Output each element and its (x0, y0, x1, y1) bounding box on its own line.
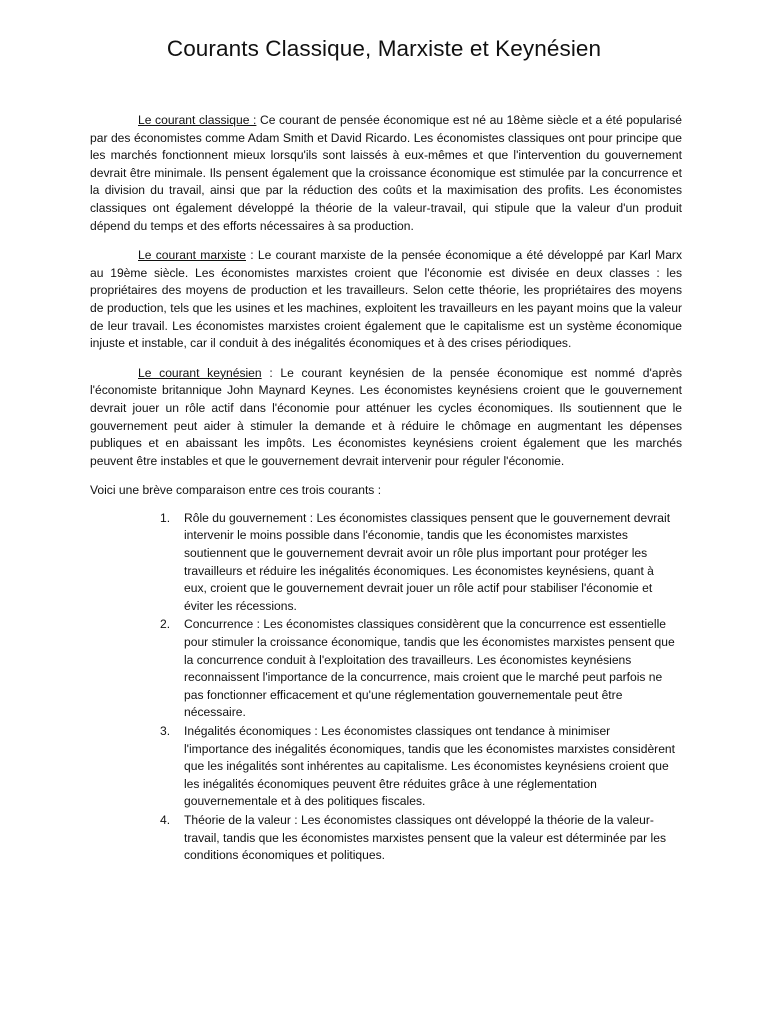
list-item-text: Concurrence : Les économistes classiques considèrent que la concurrence est essentielle pour stimuler la croissance économique, tandis que les économistes marxistes pensent que la concurrence conduit à l'exploitation des travailleurs. Les économistes keynésiens reconnaissent l'importance de la concurrence, mais croient que le marché peut parfois ne pas fonctionner efficacement et qu'une réglementation gouvernementale peut être nécessaire. (184, 617, 675, 720)
list-item (90, 616, 682, 722)
paragraph-keynesien (90, 365, 682, 471)
list-number: 1. (160, 510, 171, 525)
paragraph-lead: Le courant marxiste (138, 248, 246, 263)
list-number: 3. (160, 724, 171, 738)
page-title: Courants Classique, Marxiste et Keynésien (166, 36, 602, 61)
list-item-text: Inégalités économiques : Les économistes classiques ont tendance à minimiser l'importance des inégalités économiques, tandis que les économistes marxistes considèrent que les inégalités sont inhérentes au capitalisme. Les économistes keynésiens croient que les inégalités économiques peuvent être réduites grâce à une réglementation gouvernementale et à des politiques fiscales. (184, 724, 676, 809)
comparison-list (90, 510, 682, 865)
list-item-text: Rôle du gouvernement : Les économistes classiques pensent que le gouvernement devrait intervenir le moins possible dans l'économie, tandis que les économistes marxistes soutiennent que le gouvernement devrait avoir un rôle plus important pour protéger les travailleurs et réduire les inégalités économiques. Les économistes keynésiens, quant à eux, croient que le gouvernement devrait jouer un rôle actif pour stabiliser l'économie et éviter les récessions. (184, 510, 671, 613)
paragraph-marxiste (90, 247, 682, 353)
list-item-text: Théorie de la valeur : Les économistes classiques ont développé la théorie de la valeur-travail, tandis que les économistes marxistes pensent que la valeur est déterminée par les conditions économiques et politiques. (184, 812, 666, 863)
paragraph-classique (90, 112, 682, 235)
paragraph-text: : Le courant keynésien de la pensée économique est nommé d'après l'économiste britannique John Maynard Keynes. Les économistes keynésiens croient que le gouvernement devrait jouer un rôle actif dans l'économie pour atténuer les cycles économiques. Ils soutiennent que le gouvernement peut aider à stimuler la demande et à réduire le chômage en augmentant les dépenses publiques et en abaissant les impôts. Les économistes keynésiens croient également que les marchés peuvent être instables et que le gouvernement devrait intervenir pour réguler l'économie. (90, 365, 683, 468)
list-item (90, 510, 682, 616)
paragraph-text: : Le courant marxiste de la pensée économique a été développé par Karl Marx au 19ème siècle. Les économistes marxistes croient que l'économie est divisée en deux classes : les propriétaires des moyens de production et les travailleurs. Selon cette théorie, les propriétaires des moyens de production, tels que les usines et les machines, exploitent les travailleurs en les payant moins que la valeur de leur travail. Les économistes marxistes croient également que le capitalisme est un système économique injuste et instable, car il conduit à des inégalités économiques et à des crises périodiques. (90, 248, 682, 351)
document-body (90, 112, 682, 866)
paragraph-lead: Le courant keynésien (138, 365, 262, 380)
paragraph-lead: Le courant classique : (138, 113, 257, 127)
list-item (90, 723, 682, 811)
paragraph-text: Ce courant de pensée économique est né au 18ème siècle et a été popularisé par des économistes comme Adam Smith et David Ricardo. Les économistes classiques ont pour principe que les marchés fonctionnent mieux lorsqu'ils sont laissés à eux-mêmes et que l'intervention du gouvernement devrait être minimale. Ils pensent également que la croissance économique est stimulée par la concurrence et la division du travail, ainsi que par la réduction des coûts et la maximisation des profits. Les économistes classiques ont également développé la théorie de la valeur-travail, qui stipule que la valeur d'un produit dépend du temps et des efforts nécessaires à sa production. (90, 113, 683, 233)
list-number: 2. (160, 617, 171, 632)
list-number: 4. (160, 812, 171, 827)
list-item (90, 812, 682, 865)
comparison-intro: Voici une brève comparaison entre ces trois courants : (90, 483, 382, 498)
